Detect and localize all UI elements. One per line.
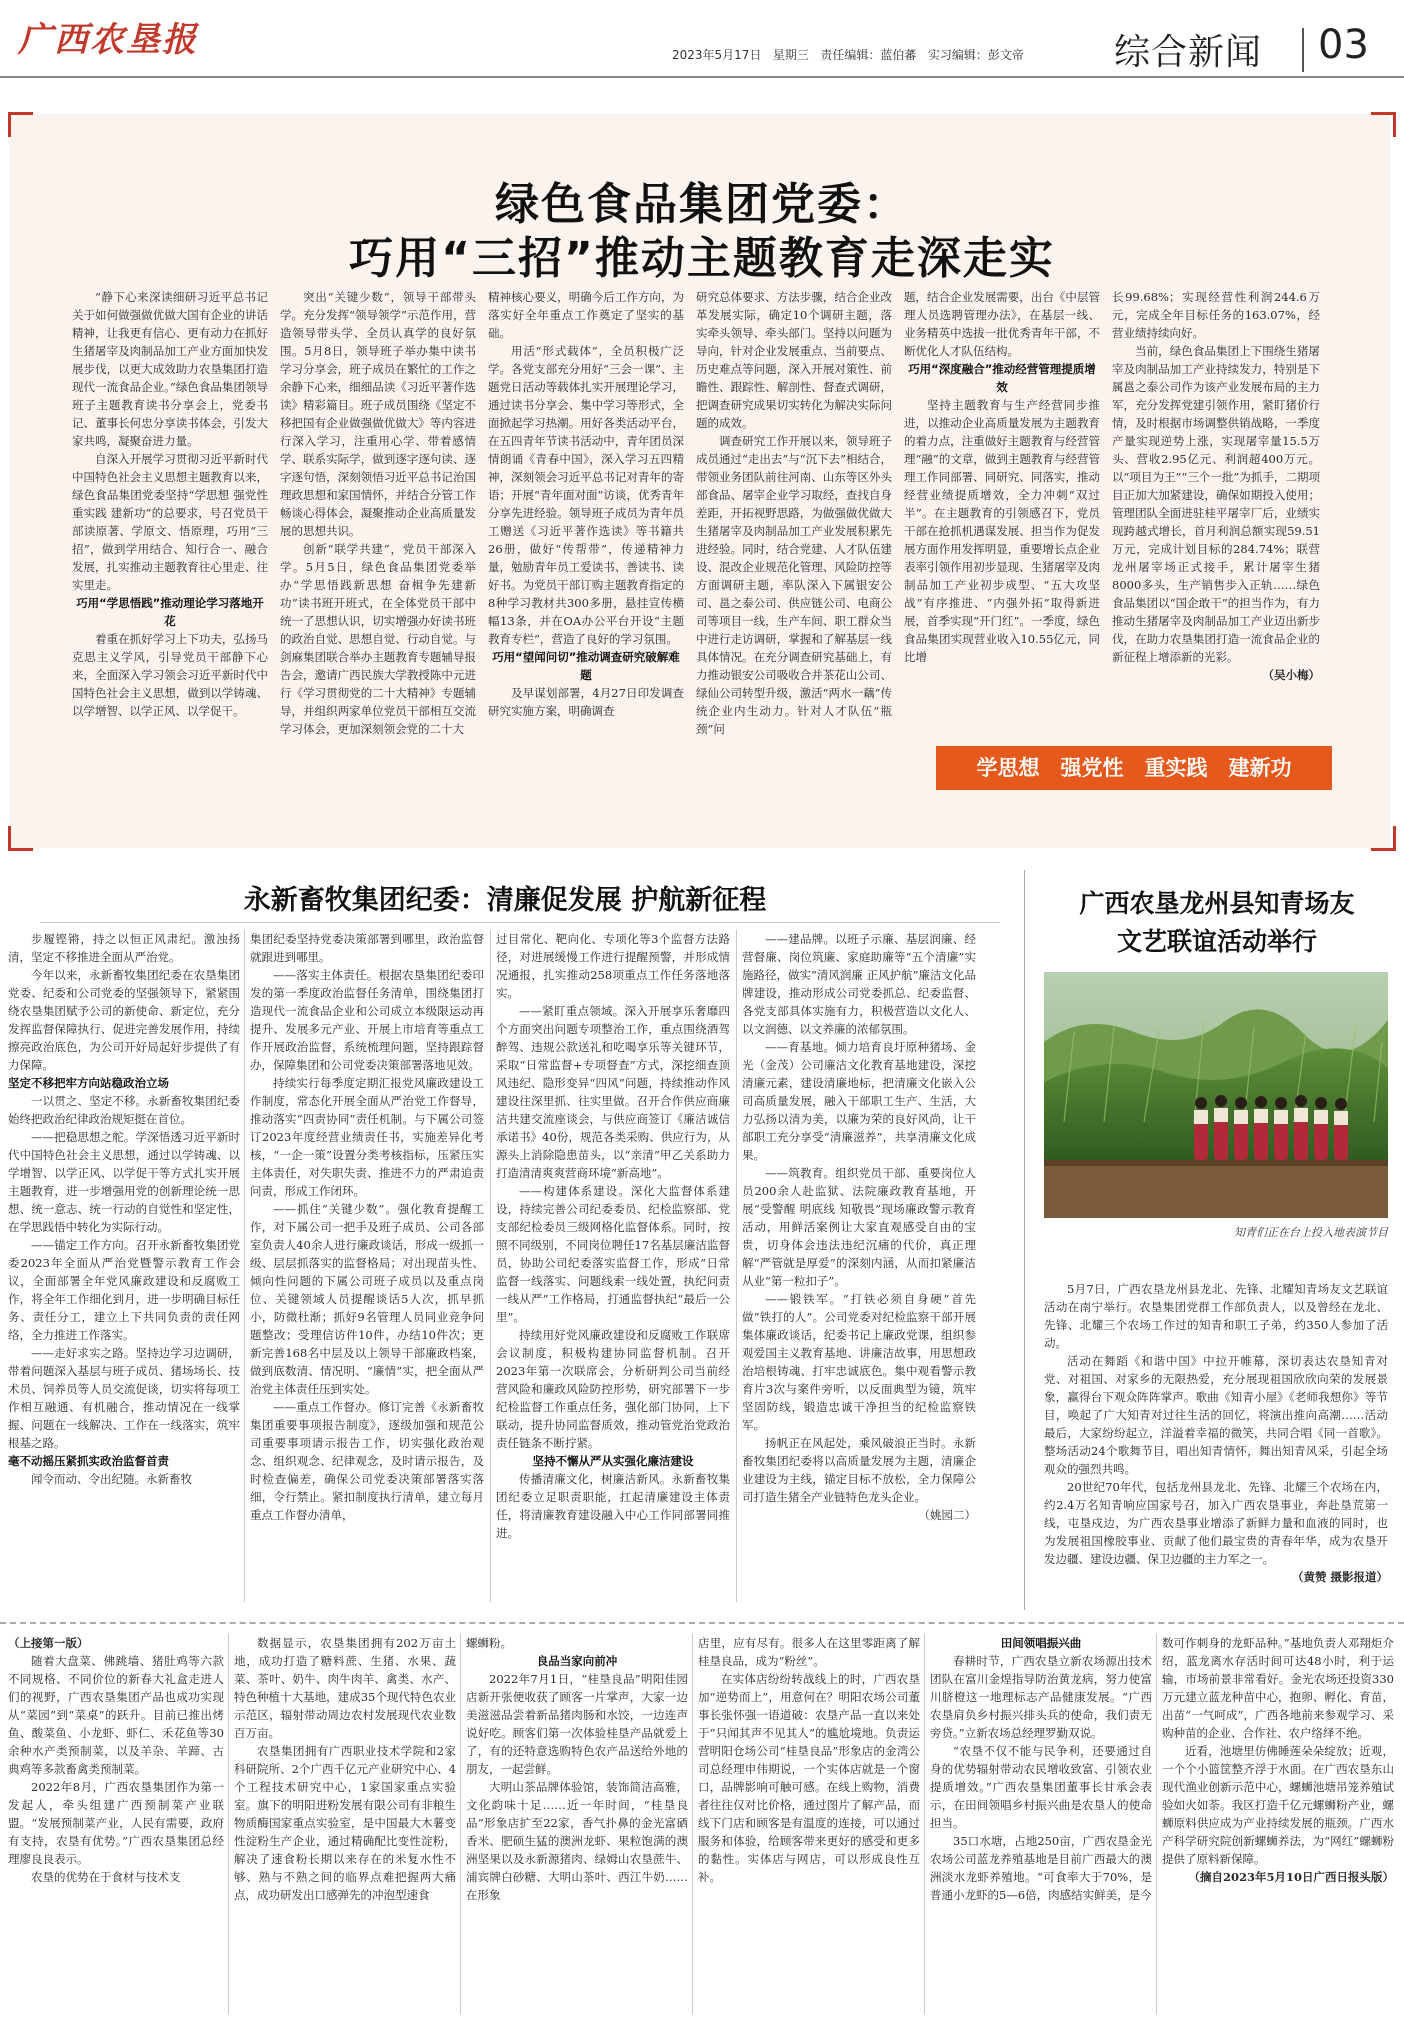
story2-col-2 (250, 930, 484, 1602)
story2-paragraph: ——筑教育。组织党员干部、重要岗位人员200余人赴监狱、法院廉政教育基地，开展“受警醒 明底线 知敬畏”现场廉政警示教育活动，用鲜活案例让大家直观感受自由的宝贵，切身体会违法违纪沉痛的代价，真正理解“严管就是厚爱”的深刻内涵，从而扣紧廉洁从业“第一粒扣子”。 (742, 1166, 976, 1288)
feature-paragraph: 坚持主题教育与生产经营同步推进，以推动企业高质量发展为主题教育的着力点，注重做好主题教育与经营管理“融”的文章，做到主题教育与经营管理工作同部署、同研究、同落实，推动经营业绩提质增效，全力冲刺“双过半”。在主题教育的引领感召下，党员干部在抢抓机遇谋发展、担当作为促发展方面作用发挥明显，重要增长点企业表率引领作用初步显现、生猪屠宰及肉制品加工产业初步成型、“五大攻坚战”有序推进、“内强外拓”取得新进展，首季实现“开门红”。一季度，绿色食品集团实现营业收入10.55亿元，同比增 (904, 398, 1100, 664)
continued-label: （上接第一版） (8, 1636, 89, 1650)
column-rule (924, 1634, 925, 2014)
story2-paragraph: ——锻铁军。“打铁必须自身硬”首先做“铁打的人”。公司党委对纪检监察干部开展集体廉政谈话，纪委书记上廉政党课，组织参观爱国主义教育基地、讲廉洁故事，用思想政治培根铸魂、打牢忠诚底色。集中观看警示教育片3次与案件旁听，以反面典型为镜，筑牢坚固防线，锻造忠诚干净担当的纪检监察铁军。 (742, 1292, 976, 1432)
feature-col-4 (696, 288, 892, 828)
story4-paragraph: 在实体店纷纷转战线上的时，广西农垦加“逆势而上”，用意何在？明阳农场公司董事长张怀强一语道破：农垦产品一直以来处于“只闻其声不见其人”的尴尬境地。负责运营明阳仓场公司“桂垦良品”形象店的金湾公司总经理申伟期说，一个实体店就是一个窗口，品牌影响可触可感。在线上购物，消费者往往仅对比价格，通过图片了解产品，而线下门店和顾客是有温度的连接，可以通过服务和体验，给顾客带来更好的感受和更多的黏性。实体店与网店，可以形成良性互补。 (698, 1672, 920, 1884)
story2-paragraph: 持续实行每季度定期汇报党风廉政建设工作制度，常态化开展全面从严治党工作督导，推动落实“四责协同”责任机制。与下属公司签订2023年度经营业绩责任书，实施差异化考核，“一企一策”设置分类考核指标，压紧压实主体责任，对失职失责、推进不力的严肃追责问责，形成工作闭环。 (250, 1076, 484, 1198)
feature-paragraph: 题，结合企业发展需要，出台《中层管理人员选聘管理办法》，在基层一线、业务精英中选拔一批优秀青年干部，不断优化人才队伍结构。 (904, 290, 1100, 358)
story2-paragraph: 今年以来，永新畜牧集团纪委在农垦集团党委、纪委和公司党委的坚强领导下，紧紧围绕农垦集团赋予公司的新使命、新定位，充分发挥监督保障执行、促进完善发展作用，持续擦亮政治底色，为公司开好局起好步提供了有力保障。 (8, 968, 240, 1072)
story-divider (1024, 870, 1025, 1610)
story2-paragraph: 集团纪委坚持党委决策部署到哪里，政治监督就跟进到哪里。 (250, 932, 484, 964)
feature-paragraph: 着重在抓好学习上下功夫，弘扬马克思主义学风，引导党员干部静下心来，全面深入学习领会习近平新时代中国特色社会主义思想，做到以学铸魂、以学增智、以学正风、以学促干。 (72, 632, 268, 718)
page-number: 03 (1318, 22, 1369, 68)
story4-subheading-e: 田间领唱振兴曲 (1000, 1636, 1082, 1650)
corner-bl (8, 826, 33, 851)
story4-paragraph: 近看，池塘里仿佛睡莲朵朵绽放；近观，一个个小篮筐整齐浮于水面。在广西农垦东山现代渔业创新示范中心，螺蛳池塘吊笼养殖试验如火如荼。我区打造千亿元螺蛳粉产业，螺蛳原料供应成为产业持续发展的瓶颈。广西水产科学研究院创新螺蛳养法，为“网红”螺蛳粉提供了原料新保障。 (1162, 1744, 1394, 1866)
issue-date: 2023年5月17日 (672, 48, 762, 62)
feature-byline: （吴小梅） (1262, 668, 1320, 682)
feature-title-line1: 绿色食品集团党委： (495, 179, 909, 230)
column-rule (490, 930, 491, 1602)
story2-byline: （姚园二） (918, 1508, 976, 1522)
story4-paragraph: “农垦不仅不能与民争利，还要通过自身的优势辐射带动农民增收致富、引领农业提质增效。”广西农垦集团董事长甘承会表示，在田间领唱乡村振兴曲是农垦人的使命担当。 (930, 1744, 1152, 1830)
section-title: 综合新闻 (1114, 32, 1263, 73)
column-rule (228, 1634, 229, 2014)
story4-paragraph: 随着大盘菜、佛跳墙、猪肚鸡等六款不同规格、不同价位的新春大礼盒走进人们的视野，广西农垦集团产品也成功实现从“菜园”到“菜桌”的跃升。目前已推出烤鱼、酸菜鱼、小龙虾、虾仁、禾花鱼等30余种水产类预制菜，以及羊杂、羊蹄、古典鸡等多款畜禽类预制菜。 (8, 1654, 224, 1776)
story2-paragraph: 传播清廉文化，树廉洁新风。永新畜牧集团纪委立足职责职能，扛起清廉建设主体责任，将清廉教育建设融入中心工作同部署同推进。 (496, 1472, 730, 1540)
story3-paragraph: 5月7日，广西农垦龙州县龙北、先锋、北耀知青场友文艺联谊活动在南宁举行。农垦集团党群工作部负责人，以及曾经在龙北、先锋、北耀三个农场工作过的知青和职工子弟，约350人参加了活动。 (1044, 1282, 1388, 1350)
story4-paragraph: 35口水塘，占地250亩，广西农垦金光农场公司蓝龙养殖基地是目前广西最大的澳洲淡水龙虾养殖地。“可食率大于70%，是普通小龙虾的5—6倍，肉感结实鲜美，是今 (930, 1834, 1152, 1902)
corner-br (1371, 826, 1396, 851)
masthead-logo: 广西农垦报 (18, 20, 198, 60)
feature-subheading-1: 巧用“学思悟践”推动理论学习落地开花 (76, 596, 264, 628)
story3-title-line1: 广西农垦龙州县知青场友 (1079, 889, 1355, 918)
story4-source: （摘自2023年5月10日广西日报头版） (1188, 1870, 1394, 1884)
feature-col-6 (1112, 288, 1320, 740)
slogan-banner: 学思想 强党性 重实践 建新功 (936, 746, 1332, 790)
story2-title-rule (40, 922, 1000, 923)
story3-title-line2: 文艺联谊活动举行 (1116, 927, 1317, 956)
story2-paragraph: 扬帆正在风起处，乘风破浪正当时。永新畜牧集团纪委将以高质量发展为主题，清廉企业建设为主线，锚定目标不放松，全力保障公司打造生猪全产业链特色龙头企业。 (742, 1436, 976, 1504)
responsible-editor: 责任编辑：蓝伯蕃 (820, 48, 917, 62)
story4-paragraph: 春耕时节，广西农垦立新农场源出技术团队在富川金煌指导防治黄龙病，努力使富川脐橙这一地理标志产品健康发展。“广西农垦肩负乡村振兴排头兵的使命，我们责无旁贷。”立新农场总经理罗勤双说。 (930, 1654, 1152, 1740)
feature-col-2 (280, 288, 476, 828)
story4-col-1 (8, 1634, 224, 2018)
photo-scene (1044, 972, 1388, 1218)
story2-paragraph: ——落实主体责任。根据农垦集团纪委印发的第一季度政治监督任务清单，围绕集团打造现代一流食品企业和公司成立本级限运动再提升、发展多元产业、开展上市培育等重点工作开展政治监督，系统梳理问题，坚持跟踪督办，保障集团和公司党委决策部署落地见效。 (250, 968, 484, 1072)
story4-paragraph: 螺蛳粉。 (466, 1636, 512, 1650)
story3-byline: （黄赞 摄影报道） (1291, 1570, 1388, 1584)
story4-paragraph: 2022年7月1日，“桂垦良品”明阳佳园店新开张便收获了顾客一片掌声，大家一边美滋滋品尝着新品猪肉肠和水饺，一边连声说好吃。顾客们第一次体验桂垦产品就爱上了，有的还特意选购特色农产品送给外地的朋友，一起尝鲜。 (466, 1672, 688, 1776)
story4-subheading-d: 良品当家向前冲 (536, 1654, 618, 1668)
photo-caption: 知青们正在台上投入地表演节目 (1234, 1226, 1388, 1239)
section-divider (1302, 28, 1304, 72)
feature-col-1 (72, 288, 268, 828)
feature-col-3 (488, 288, 684, 828)
story2-paragraph: ——紧盯重点领域。深入开展享乐奢靡四个方面突出问题专项整治工作，重点围绕酒驾醉驾、违规公款送礼和吃喝享乐等关键环节，采取“日常监督+专项督查”方式，深挖细查顶风违纪、隐形变异“四风”问题，持续推动作风建设往深里抓、往实里做。召开合作供应商廉洁共建交流座谈会，与供应商签订《廉洁诚信承诺书》40份，规范各类采购、供应行为，从源头上消除隐患苗头，以“亲清”甲乙关系助力打造清清爽爽营商环境“新高地”。 (496, 1004, 730, 1180)
feature-paragraph: 自深入开展学习贯彻习近平新时代中国特色社会主义思想主题教育以来，绿色食品集团党委坚持“学思想 强党性 重实践 建新功”的总要求，号召党员干部读原著、学原文、悟原理，巧用“三招”，做到学用结合、知行合一、融合发展，扎实推动主题教育往心里走、往实里走。 (72, 452, 268, 592)
story2-paragraph: ——把稳思想之舵。学深悟透习近平新时代中国特色社会主义思想，通过以学铸魂、以学增智、以学正风、以学促干等方式扎实开展主题教育，进一步增强用党的创新理论统一思想、统一意志、统一行动的自觉性和坚定性，在学思践悟中转化为实际行动。 (8, 1130, 240, 1234)
story2-paragraph: ——锚定工作方向。召开永新畜牧集团党委2023年全面从严治党暨警示教育工作会议，全面部署全年党风廉政建设和反腐败工作，将全年工作细化到月，进一步明确目标任务、责任分工，建立上下共同负责的责任网络，全力推进工作落实。 (8, 1238, 240, 1342)
story4-col-6 (1162, 1634, 1394, 2018)
story3-body (1044, 1280, 1388, 1605)
feature-paragraph: 当前，绿色食品集团上下围绕生猪屠宰及肉制品加工产业持续发力，特别是下属邕之泰公司作为该产业发展布局的主力军，充分发挥党建引领作用，紧盯猪价行情，及时根据市场调整供销战略，一季度产量实现逆势上涨，实现屠宰量15.5万头、营收2.95亿元、利润超400万元。以“项目为王”“三个一批”为抓手，二期项目正加大加紧建设，确保如期投入使用；管理团队全面进驻桂平屠宰厂后，业绩实现跨越式增长，首月利润总额实现59.51万元，完成计划目标的284.74%；联营龙州屠宰场正式接手，累计屠宰生猪8000多头，生产销售步入正轨……绿色食品集团以“国企敢干”的担当作为，有力推动生猪屠宰及肉制品加工产业迈出新步伐，在助力农垦集团打造一流食品企业的新征程上增添新的光彩。 (1112, 344, 1320, 664)
story4-col-5 (930, 1634, 1152, 2018)
story3-paragraph: 20世纪70年代，包括龙州县龙北、先锋、北耀三个农场在内，约2.4万名知青响应国家号召，加入广西农垦事业，奔赴垦荒第一线，屯垦戍边，为广西农垦事业增添了新鲜力量和血液的同时，也为发展祖国橡胶事业、贡献了他们最宝贵的青春年华，成为农垦开发边疆、建设边疆、保卫边疆的主力军之一。 (1044, 1480, 1388, 1566)
story4-paragraph: 农垦的优势在于食材与技术支 (31, 1870, 181, 1884)
feature-paragraph: “静下心来深读细研习近平总书记关于如何做强做优做大国有企业的讲话精神，让我更有信心、更有动力在抓好生猪屠宰及肉制品加工产业方面加快发展步伐，以更大成效助力农垦集团打造现代一流食品企业。”绿色食品集团领导班子主题教育读书分享会上，党委书记、董事长何忠分享读书体会，引发大家共鸣，凝聚奋进力量。 (72, 290, 268, 448)
story2-col-4 (742, 930, 976, 1602)
story2-title: 永新畜牧集团纪委：清廉促发展 护航新征程 (243, 885, 767, 916)
feature-paragraph: 及早谋划部署，4月27日印发调查研究实施方案，明确调查 (488, 686, 684, 718)
story2-paragraph: 闻令而动、令出纪随。永新畜牧 (31, 1472, 192, 1486)
column-rule (1156, 1634, 1157, 2014)
story4-paragraph: 数可作刺身的龙虾品种。”基地负责人邓翔炬介绍，蓝龙离水存活时间可达48小时，利于运输，市场前景非常看好。金光农场还投资330万元建立蓝龙种苗中心，抱卵、孵化、育苗，出苗“一气呵成”，广西各地前来参观学习、采购种苗的企业、合作社、农户络绎不绝。 (1162, 1636, 1394, 1740)
corner-tr (1371, 112, 1396, 137)
story2-col-1 (8, 930, 240, 1602)
story2-paragraph: 过目常化、靶向化、专项化等3个监督方法路径，对进展缓慢工作进行提醒预警，并形成情况通报，扎实推动258项重点工作任务落地落实。 (496, 932, 730, 1000)
column-rule (692, 1634, 693, 2014)
intern-editor: 实习编辑：彭文帝 (927, 48, 1024, 62)
story4-paragraph: 大明山茶品牌体验馆，装饰简洁高雅，文化韵味十足……近一年时间，“桂垦良品”形象店扩至22家，香气扑鼻的金光富硒香米、肥硕生猛的澳洲龙虾、果粒饱满的澳洲坚果以及永新源猪肉、绿姆山农垦蔗牛、浦宾牌白砂糖、大明山茶叶、西江牛奶……在形象 (466, 1780, 688, 1902)
story2-paragraph: ——抓住“关键少数”。强化教育提醒工作，对下属公司一把手及班子成员、公司各部室负责人40余人进行廉政谈话，形成一级抓一级、层层抓落实的监督格局；对出现苗头性、倾向性问题的下属公司班子成员以及重点岗位、关键领域人员提醒谈话5人次，抓早抓小，防微杜渐；抓好9名管理人员同业竞争问题整改；受理信访件10件，办结10件次；更新完善168名中层及以上领导干部廉政档案，做到底数清、情况明、“廉情”实，把全面从严治党主体责任压到实处。 (250, 1202, 484, 1396)
feature-paragraph: 研究总体要求、方法步骤，结合企业改革发展实际，确定10个调研主题，落实牵头领导、牵头部门。坚持以问题为导向，针对企业发展重点、当前要点、历史难点等问题，深入开展对策性、前瞻性、跟踪性、解剖性、督查式调研，把调查研究成果切实转化为解决实际问题的成效。 (696, 290, 892, 430)
story4-col-2 (234, 1634, 456, 2018)
story2-col-3 (496, 930, 730, 1602)
story2-paragraph: 步履铿锵，持之以恒正风肃纪。激浊扬清，坚定不移推进全面从严治党。 (8, 932, 240, 964)
story4-col-4 (698, 1634, 920, 2018)
corner-tl (8, 112, 33, 137)
story4-paragraph: 农垦集团拥有广西职业技术学院和2家科研院所、2个广西千亿元产业研究中心、4个工程技术研究中心，1家国家重点实验室。旗下的明阳进粉发展有限公司有非粮生物质酶国家重点实验室，是中国最大木薯变性淀粉生产企业，通过精确配比变性淀粉，解决了速食粉长期以来存在的米复水性不够、熟与不熟之间的临界点难把握两大痛点，成功研发出口感弹先的冲泡型速食 (234, 1744, 456, 1902)
story2-subheading-c: 坚持不懈从严从实强化廉洁建设 (532, 1454, 694, 1468)
story2-paragraph: 一以贯之、坚定不移。永新畜牧集团纪委始终把政治纪律政治规矩挺在首位。 (8, 1094, 240, 1126)
story4-paragraph: 店里，应有尽有。很多人在这里零距离了解桂垦良品，成为“粉丝”。 (698, 1636, 920, 1668)
feature-paragraph: 长99.68%；实现经营性利润244.6万元，完成全年目标任务的163.07%，经营业绩持续向好。 (1112, 290, 1320, 340)
story2-paragraph: 持续用好党风廉政建设和反腐败工作联席会议制度，积极构建协同监督机制。召开2023年第一次联席会，分析研判公司当前经营风险和廉政风险防控形势，研究部署下一步纪检监督工作重点任务，强化部门协同，上下联动，提升协同监督质效，推动管党治党政治责任链条不断拧紧。 (496, 1328, 730, 1450)
story2-paragraph: ——育基地。倾力培育良圩原种猪场、金光（金茂）公司廉洁文化教育基地建设，深挖清廉元素，建设清廉地标，把清廉文化嵌入公司高质量发展，融入干部职工生产、生活，大力弘扬以清为美，以廉为荣的良好风尚，让干部职工充分享受“清廉滋养”，共享清廉文化成果。 (742, 1040, 976, 1162)
story4-paragraph: 数据显示，农垦集团拥有202万亩土地，成功打造了糖料蔗、生猪、水果、蔬菜、茶叶、奶牛、肉牛肉羊、禽类、水产、特色种植十大基地，建成35个现代特色农业示范区，辐射带动周边农村发展现代农业数百万亩。 (234, 1636, 456, 1740)
header-meta (672, 46, 1024, 63)
story2-paragraph: ——构建体系建设。深化大监督体系建设，持续完善公司纪委委员、纪检监察部、党支部纪检委员三级网格化监督体系。同时，按照不同级别，不同岗位聘任17名基层廉洁监督员，协助公司纪委落实监督工作，形成“日常监督一线落实、问题线索一线处置，执纪问责一线从严”工作格局，打通监督执纪“最后一公里”。 (496, 1184, 730, 1324)
feature-paragraph: 用活“形式载体”，全员积极广泛学。各党支部充分用好“三会一课”、主题党日活动等载体扎实开展理论学习，通过读书分享会、集中学习等形式，全面掀起学习热潮。用好各类活动平台，在五四青年节读书活动中，青年团员深情朗诵《青春中国》，深入学习五四精神，深刻领会习近平总书记对青年的寄语；开展“青年面对面”访谈，优秀青年分享先进经验。领导班子成员为青年员工赠送《习近平著作选读》等书籍共26册，做好“传帮带”，传递精神力量，勉励青年员工爱读书、善读书、读好书。为党员干部订购主题教育指定的8种学习教材共300多册，悬挂宣传横幅13条，并在OA办公平台开设“主题教育专栏”，营造了良好的学习氛围。 (488, 344, 684, 646)
feature-subheading-2: 巧用“望闻问切”推动调查研究破解难题 (492, 650, 680, 682)
story2-paragraph: ——走好求实之路。坚持边学习边调研，带着问题深入基层与班子成员、猪场场长、技术员、饲养员等人员交流促谈，切实将每项工作相互融通、有机融合，推动情况在一线掌握、问题在一线解决、工作在一线落实，筑牢根基之路。 (8, 1346, 240, 1450)
feature-paragraph: 调查研究工作开展以来，领导班子成员通过“走出去”与“沉下去”相结合，带领业务团队前往河南、山东等区外头部食品、屠宰企业学习取经，查找自身差距，开拓视野思路，为做强做优做大生猪屠宰及肉制品加工产业发展积累先进经验。同时，结合党建、人才队伍建设、混改企业规范化管理、风险防控等方面调研主题，率队深入下属银安公司、邕之泰公司、供应链公司、电商公司等项目一线，生产车间、职工群众当中进行走访调研，掌握和了解基层一线具体情况。在充分调查研究基础上，有力推动银安公司吸收合并茶花山公司、绿仙公司转型升级，激活“两水一藕”传统企业内生动力。针对人才队伍“瓶颈”问 (696, 434, 892, 736)
story3-paragraph: 活动在舞蹈《和谐中国》中拉开帷幕，深切表达农垦知青对党、对祖国、对家乡的无限热爱，充分展现祖国欣欣向荣的发展景象，赢得台下观众阵阵掌声。歌曲《知青小屋》《老师我想你》等节目，唤起了广大知青对过往生活的回忆，将演出推向高潮……活动最后，大家纷纷起立，洋溢着幸福的微笑，共同合唱《同一首歌》。整场活动24个歌舞节目，唱出知青情怀，舞出知青风采，引起全场观众的强烈共鸣。 (1044, 1354, 1388, 1476)
story4-col-3 (466, 1634, 688, 2018)
header-rule (0, 76, 1404, 78)
story2-subheading-b: 毫不动摇压紧抓实政治监督首责 (8, 1454, 169, 1468)
column-rule (244, 930, 245, 1602)
story2-subheading-a: 坚定不移把牢方向站稳政治立场 (8, 1076, 169, 1090)
story2-paragraph: ——重点工作督办。修订完善《永新畜牧集团重要事项报告制度》，逐级加强和规范公司重要事项请示报告工作，切实强化政治观念、组织观念、纪律观念，及时请示报告，及时检查偏差，确保公司党委决策部署落实落细，令行禁止。紧扣制度执行清单，建立每月重点工作督办清单， (250, 1400, 484, 1522)
story4-paragraph: 2022年8月，广西农垦集团作为第一发起人，牵头组建广西预制菜产业联盟。“发展预制菜产业，人民有需要，政府有支持，农垦有优势。”广西农垦集团总经理廖良良表示。 (8, 1780, 224, 1866)
feature-paragraph: 创新“联学共建”，党员干部深入学。5月5日，绿色食品集团党委举办“学思悟践新思想 奋楫争先建新功”读书班开班式，在全体党员干部中统一了思想认识，切实增强办好读书班的政治自觉、思想自觉、行动自觉。与剑麻集团联合举办主题教育专题辅导报告会，邀请广西民族大学教授陈中元进行《学习贯彻党的二十大精神》专题辅导，并组织两家单位党员干部相互交流学习体会，更加深刻领会党的二十大 (280, 542, 476, 736)
feature-paragraph: 突出“关键少数”，领导干部带头学。充分发挥“领导领学”示范作用，营造领导带头学、全员认真学的良好氛围。5月8日，领导班子举办集中读书学习分享会，班子成员在繁忙的工作之余静下心来，细细品读《习近平著作选读》精彩篇目。班子成员围绕《坚定不移把国有企业做强做优做大》等内容进行深入学习，注重用心学、带着感情学、联系实际学，做到逐字逐句读、逐字逐句悟，深刻领悟习近平总书记治国理政思想和家国情怀，并结合分管工作畅谈心得体会，凝聚推动企业高质量发展的思想共识。 (280, 290, 476, 538)
column-rule (460, 1634, 461, 2014)
issue-weekday: 星期三 (772, 48, 809, 62)
feature-paragraph: 精神核心要义，明确今后工作方向，为落实好全年重点工作奠定了坚实的基础。 (488, 290, 684, 340)
column-rule (736, 930, 737, 1602)
story2-paragraph: ——建品牌。以班子示廉、基层润廉、经营督廉、岗位筑廉、家庭助廉等“五个清廉”实施路径，做实“清风润廉 正风护航”廉洁文化品牌建设，推动形成公司党委抓总、纪委监督、各党支部具体实施有力，积极营造以文化人、以文润德、以文养廉的浓郁氛围。 (742, 932, 976, 1036)
performance-photo (1044, 972, 1388, 1218)
feature-title-line2: 巧用“三招”推动主题教育走深走实 (349, 233, 1055, 284)
feature-subheading-3: 巧用“深度融合”推动经营管理提质增效 (908, 362, 1096, 394)
story4-separator (0, 1622, 1404, 1624)
